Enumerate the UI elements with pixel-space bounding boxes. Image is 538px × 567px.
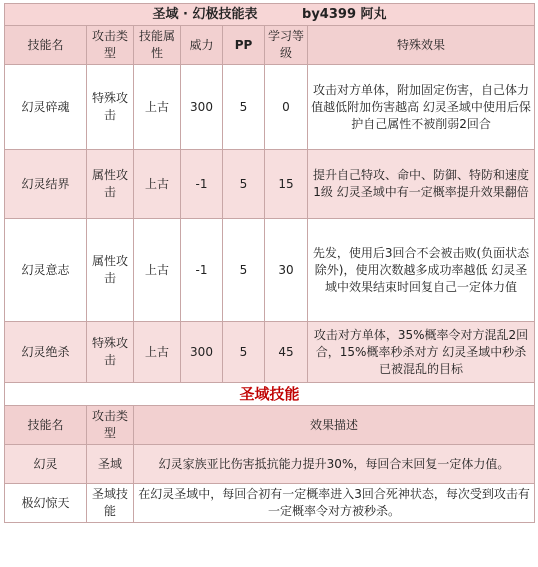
- skill-pp: 5: [223, 219, 265, 322]
- skill-table: [4, 3, 535, 523]
- table-author: by4399 阿丸: [302, 7, 387, 22]
- skill-power: 300: [181, 322, 223, 383]
- header-cell-pp: PP: [223, 26, 265, 65]
- skill-effect: 攻击对方单体，附加固定伤害，自己体力值越低附加伤害越高 幻灵圣域中使用后保护自己属性不被削弱2回合: [308, 65, 535, 150]
- skill-pp: 5: [223, 150, 265, 219]
- skill-type: 特殊攻击: [87, 65, 134, 150]
- skill-power: -1: [181, 150, 223, 219]
- skill-table-container: [4, 0, 534, 523]
- skill-type: 特殊攻击: [87, 322, 134, 383]
- skill-type: 属性攻击: [87, 219, 134, 322]
- domain-header-row: [5, 406, 535, 445]
- section-title-row: [5, 383, 535, 406]
- skill-level: 45: [265, 322, 308, 383]
- skill-power: 300: [181, 65, 223, 150]
- skill-effect: 先发，使用后3回合不会被击败(负面状态除外)，使用次数越多成功率越低 幻灵圣域中效果结束时回复自己一定体力值: [308, 219, 535, 322]
- skill-effect: 攻击对方单体，35%概率令对方混乱2回合，15%概率秒杀对方 幻灵圣域中秒杀已被混乱的目标: [308, 322, 535, 383]
- skill-name: 幻灵碎魂: [5, 65, 87, 150]
- table-row: [5, 65, 535, 150]
- skill-power: -1: [181, 219, 223, 322]
- header-cell-level: 学习等级: [265, 26, 308, 65]
- header-cell-attr: 技能属性: [134, 26, 181, 65]
- skill-name: 幻灵结界: [5, 150, 87, 219]
- skill-pp: 5: [223, 322, 265, 383]
- table-row: [5, 484, 535, 523]
- domain-skill-type: 圣域: [87, 445, 134, 484]
- table-row: [5, 322, 535, 383]
- table-row: [5, 219, 535, 322]
- skill-attr: 上古: [134, 150, 181, 219]
- header-cell-type: 攻击类型: [87, 26, 134, 65]
- table-title: [5, 4, 535, 26]
- skill-effect: 提升自己特攻、命中、防御、特防和速度1级 幻灵圣域中有一定概率提升效果翻倍: [308, 150, 535, 219]
- header-cell-power: 威力: [181, 26, 223, 65]
- domain-skill-name: 幻灵: [5, 445, 87, 484]
- domain-skill-effect: 幻灵家族亚比伤害抵抗能力提升30%，每回合末回复一定体力值。: [134, 445, 535, 484]
- skill-level: 0: [265, 65, 308, 150]
- header-cell-effect: 特殊效果: [308, 26, 535, 65]
- domain-header-name: 技能名: [5, 406, 87, 445]
- skill-type: 属性攻击: [87, 150, 134, 219]
- skill-attr: 上古: [134, 322, 181, 383]
- table-title-row: [5, 4, 535, 26]
- table-row: [5, 150, 535, 219]
- skill-name: 幻灵绝杀: [5, 322, 87, 383]
- skill-pp: 5: [223, 65, 265, 150]
- domain-skill-name: 极幻惊天: [5, 484, 87, 523]
- skill-name: 幻灵意志: [5, 219, 87, 322]
- domain-header-effect: 效果描述: [134, 406, 535, 445]
- header-row: [5, 26, 535, 65]
- domain-skill-type: 圣域技能: [87, 484, 134, 523]
- table-title-text: 圣域 · 幻极技能表: [152, 7, 258, 22]
- table-row: [5, 445, 535, 484]
- domain-skill-effect: 在幻灵圣域中，每回合初有一定概率进入3回合死神状态，每次受到攻击有一定概率令对方被秒杀。: [134, 484, 535, 523]
- skill-level: 30: [265, 219, 308, 322]
- section-title: 圣域技能: [5, 383, 535, 406]
- header-cell-name: 技能名: [5, 26, 87, 65]
- skill-attr: 上古: [134, 219, 181, 322]
- skill-attr: 上古: [134, 65, 181, 150]
- domain-header-type: 攻击类型: [87, 406, 134, 445]
- skill-level: 15: [265, 150, 308, 219]
